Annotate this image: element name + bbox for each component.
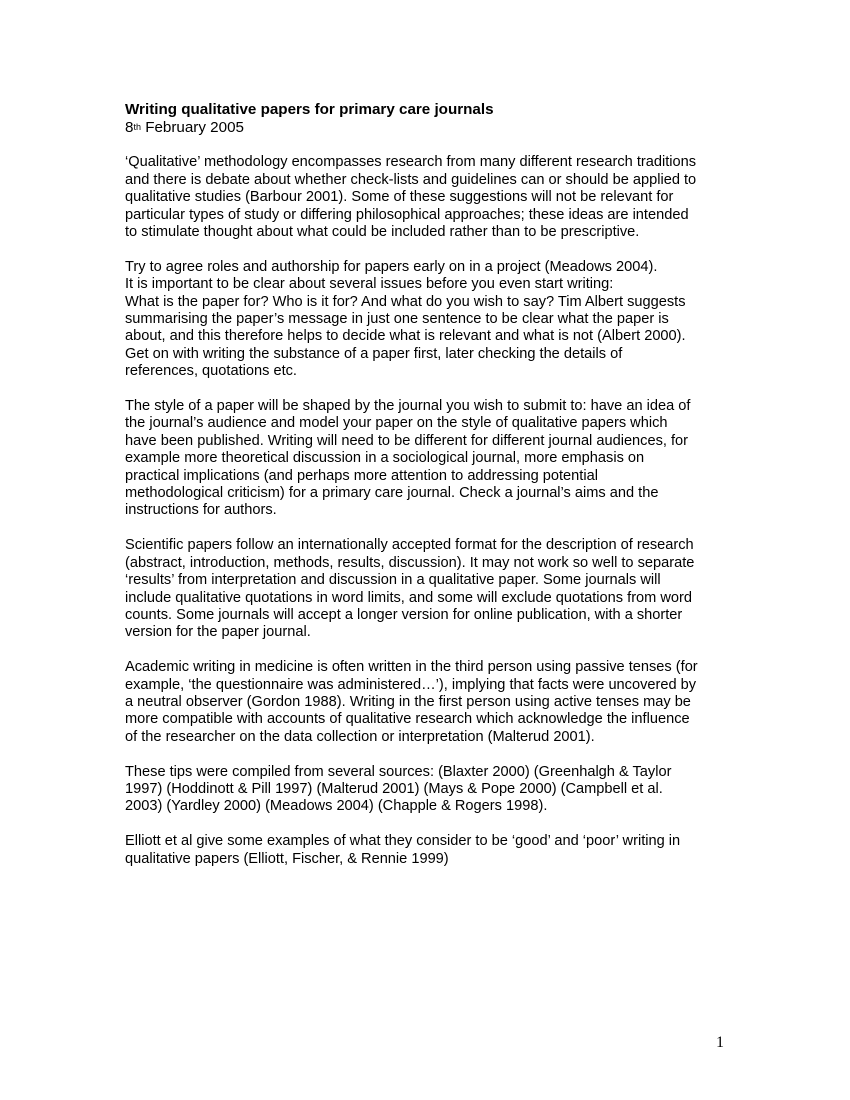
document-title: Writing qualitative papers for primary care journals <box>125 101 494 118</box>
text-line: more compatible with accounts of qualitative research which acknowledge the influence <box>125 711 690 728</box>
text-line: Scientific papers follow an internationally accepted format for the description of research <box>125 537 694 554</box>
text-line: summarising the paper’s message in just one sentence to be clear what the paper is <box>125 311 669 328</box>
text-line: and there is debate about whether check-lists and guidelines can or should be applied to <box>125 171 697 188</box>
text-line: the journal’s audience and model your paper on the style of qualitative papers which <box>125 415 668 432</box>
text-line: qualitative papers (Elliott, Fischer, & Rennie 1999) <box>125 850 449 867</box>
text-line: instructions for authors. <box>125 502 277 519</box>
body-paragraph <box>125 259 725 381</box>
text-line: (abstract, introduction, methods, results, discussion). It may not work so well to separate <box>125 554 695 571</box>
text-line: version for the paper journal. <box>125 624 311 641</box>
text-line: references, quotations etc. <box>125 363 297 380</box>
text-line: The style of a paper will be shaped by the journal you wish to submit to: have an idea of <box>125 398 691 415</box>
text-line: qualitative studies (Barbour 2001). Some of these suggestions will not be relevant for <box>125 189 674 206</box>
date-day: 8 <box>125 119 134 136</box>
date-ordinal-suffix: th <box>133 122 141 132</box>
body-paragraph <box>125 659 725 746</box>
text-line: particular types of study or differing philosophical approaches; these ideas are intended <box>125 206 689 223</box>
text-line: ‘Qualitative’ methodology encompasses research from many different research traditions <box>125 154 697 171</box>
text-line: have been published. Writing will need to be different for different journal audiences, for <box>125 432 689 449</box>
body-paragraph <box>125 398 725 520</box>
document-date <box>125 119 725 137</box>
paragraph-list <box>125 154 725 868</box>
text-line: Try to agree roles and authorship for papers early on in a project (Meadows 2004). <box>125 258 658 275</box>
body-paragraph <box>125 833 725 868</box>
page-number: 1 <box>716 1034 724 1051</box>
text-line: Academic writing in medicine is often written in the third person using passive tenses (for <box>125 659 698 676</box>
body-paragraph <box>125 537 725 641</box>
text-line: Elliott et al give some examples of what they consider to be ‘good’ and ‘poor’ writing in <box>125 833 681 850</box>
text-line: ‘results’ from interpretation and discussion in a qualitative paper. Some journals will <box>125 572 661 589</box>
body-paragraph <box>125 764 725 816</box>
body-paragraph <box>125 154 725 241</box>
text-line: include qualitative quotations in word limits, and some will exclude quotations from word <box>125 589 693 606</box>
text-line: What is the paper for? Who is it for? And what do you wish to say? Tim Albert suggests <box>125 293 686 310</box>
date-month-year: February 2005 <box>140 119 244 136</box>
text-line: Get on with writing the substance of a paper first, later checking the details of <box>125 345 623 362</box>
text-line: methodological criticism) for a primary care journal. Check a journal’s aims and the <box>125 485 659 502</box>
text-line: example more theoretical discussion in a sociological journal, more emphasis on <box>125 450 645 467</box>
text-line: about, and this therefore helps to decide what is relevant and what is not (Albert 2000). <box>125 328 686 345</box>
text-line: to stimulate thought about what could be included rather than to be prescriptive. <box>125 224 640 241</box>
text-line: It is important to be clear about several issues before you even start writing: <box>125 276 614 293</box>
text-line: counts. Some journals will accept a longer version for online publication, with a shorter <box>125 606 683 623</box>
text-line: a neutral observer (Gordon 1988). Writing in the first person using active tenses may be <box>125 693 691 710</box>
text-line: of the researcher on the data collection or interpretation (Malterud 2001). <box>125 728 595 745</box>
text-line: 2003) (Yardley 2000) (Meadows 2004) (Chapple & Rogers 1998). <box>125 798 548 815</box>
text-line: practical implications (and perhaps more attention to addressing potential <box>125 467 598 484</box>
text-line: example, ‘the questionnaire was administered…’), implying that facts were uncovered by <box>125 676 697 693</box>
text-line: 1997) (Hoddinott & Pill 1997) (Malterud 2001) (Mays & Pope 2000) (Campbell et al. <box>125 780 663 797</box>
text-line: These tips were compiled from several sources: (Blaxter 2000) (Greenhalgh & Taylor <box>125 763 672 780</box>
document-body <box>125 101 725 885</box>
